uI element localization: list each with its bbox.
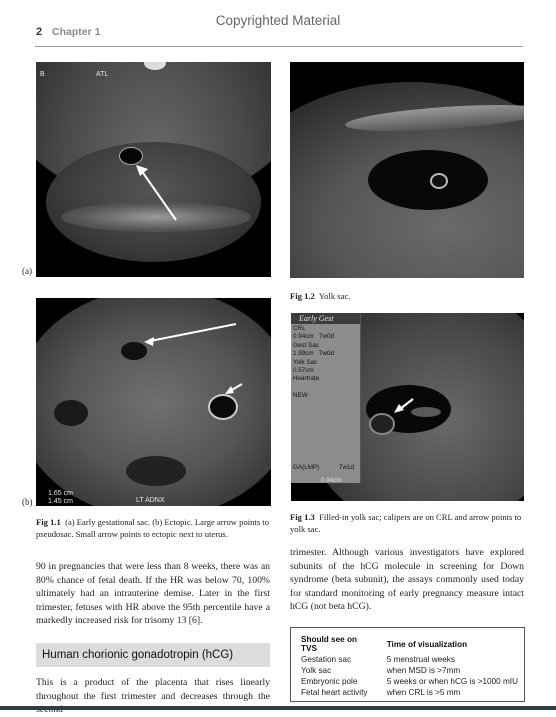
- table-row: [301, 665, 524, 676]
- overlay-measure-line: Heartrate: [293, 375, 320, 383]
- table-cell: Fetal heart activity: [301, 688, 368, 697]
- ultrasound-image-fig-1-1b: [36, 298, 271, 506]
- table-cell: Embryonic pole: [301, 677, 358, 686]
- fig-1-2-caption: [290, 290, 350, 302]
- page-number: 2: [36, 26, 43, 38]
- arrow-icon: [36, 298, 271, 506]
- table-header: Should see on TVS: [301, 635, 357, 653]
- left-paragraph-2: This is a product of the placenta that rises linearly throughout the first trimester and decreases through the: [36, 677, 270, 702]
- section-heading: Human chorionic gonadotropin (hCG): [42, 649, 234, 661]
- header-rule: [35, 46, 523, 47]
- fig-1-1-caption-text: (a) Early gestational sac. (b) Ectopic. Large arrow points to pseudosac. Small arrow points to ectopic next to uterus.: [36, 517, 269, 539]
- bottom-bar: [0, 706, 556, 710]
- fig-1-1-caption: [36, 516, 272, 540]
- overlay-measure-line: NEW: [293, 392, 308, 400]
- table-row: [301, 654, 524, 665]
- table-cell: Yolk sac: [301, 666, 332, 675]
- fig-1-2-caption-num: Fig 1.2: [290, 291, 315, 301]
- ultrasound-image-fig-1-1a: [36, 62, 271, 277]
- ultrasound-image-fig-1-3: [291, 313, 524, 501]
- fig-1-1-caption-num: Fig 1.1: [36, 517, 61, 527]
- table-header: Time of visualization: [386, 639, 468, 649]
- ultrasound-image-fig-1-2: [290, 62, 524, 278]
- right-paragraph-1: trimester. Although various investigators have explored subunits of the hCG molecule in screening for Down syndrome (beta subunit), the assays commonly used today for standard monitoring of early pregnancy measure intact hCG (not beta hCG).: [290, 547, 524, 613]
- overlay-measure-line: 0.57cm: [293, 367, 314, 375]
- table-cell: Gestation sac: [301, 655, 352, 664]
- left-paragraph-1: 90 in pregnancies that were less than 8 weeks, there was an 80% chance of fetal death. If the HR was below 70, 100% ultimately had an intrauterine demise. Later in the first trimester, fetuses with HR above the 95th percentile have a markedly increased risk for trisomy 13 [6].: [36, 561, 270, 627]
- table-cell: 5 weeks or when hCG is >1000 mIU: [386, 677, 518, 686]
- table-row: [301, 687, 524, 698]
- subfigure-label-b: (b): [22, 497, 33, 507]
- overlay-measure-line: Yolk Sac: [293, 358, 318, 366]
- overlay-title: Early Gest: [299, 314, 334, 323]
- chapter-label: Chapter 1: [52, 26, 101, 38]
- overlay-brand: ATL: [96, 71, 109, 78]
- overlay-caliper: 0.94cm: [321, 477, 342, 484]
- arrow-icon: [36, 62, 271, 277]
- overlay-measure-line: 0.94cm 7w0d: [293, 333, 334, 341]
- overlay-ga: GA(LMP): [293, 464, 320, 471]
- table-cell: when MSD is >7mm: [386, 666, 461, 675]
- fig-1-3-caption-num: Fig 1.3: [290, 512, 315, 522]
- overlay-measure-2: 1.45 cm: [48, 498, 73, 505]
- table-row: [301, 676, 524, 687]
- overlay-adnx: LT ADNX: [136, 497, 165, 504]
- overlay-measure-1: 1.65 cm: [48, 490, 73, 497]
- overlay-measure-line: CRL: [293, 325, 306, 332]
- overlay-measure-line: Gest Sac: [293, 341, 319, 349]
- table-cell: when CRL is >5 mm: [386, 688, 461, 697]
- table-cell: 5 menstrual weeks: [386, 655, 455, 664]
- tvs-visualization-table: [290, 627, 525, 702]
- overlay-ga-value: 7w1d: [339, 464, 355, 471]
- subfigure-label-a: (a): [22, 266, 32, 276]
- overlay-measure-line: 1.99cm 7w0d: [293, 350, 334, 358]
- overlay-b: B: [40, 71, 45, 78]
- fig-1-3-caption-text: Filled-in yolk sac; calipers are on CRL and arrow points to yolk sac.: [290, 512, 522, 534]
- watermark: Copyrighted Material: [215, 13, 341, 28]
- fig-1-3-caption: [290, 511, 526, 535]
- arrow-icon: [291, 313, 524, 501]
- fig-1-2-caption-text: Yolk sac.: [318, 291, 351, 301]
